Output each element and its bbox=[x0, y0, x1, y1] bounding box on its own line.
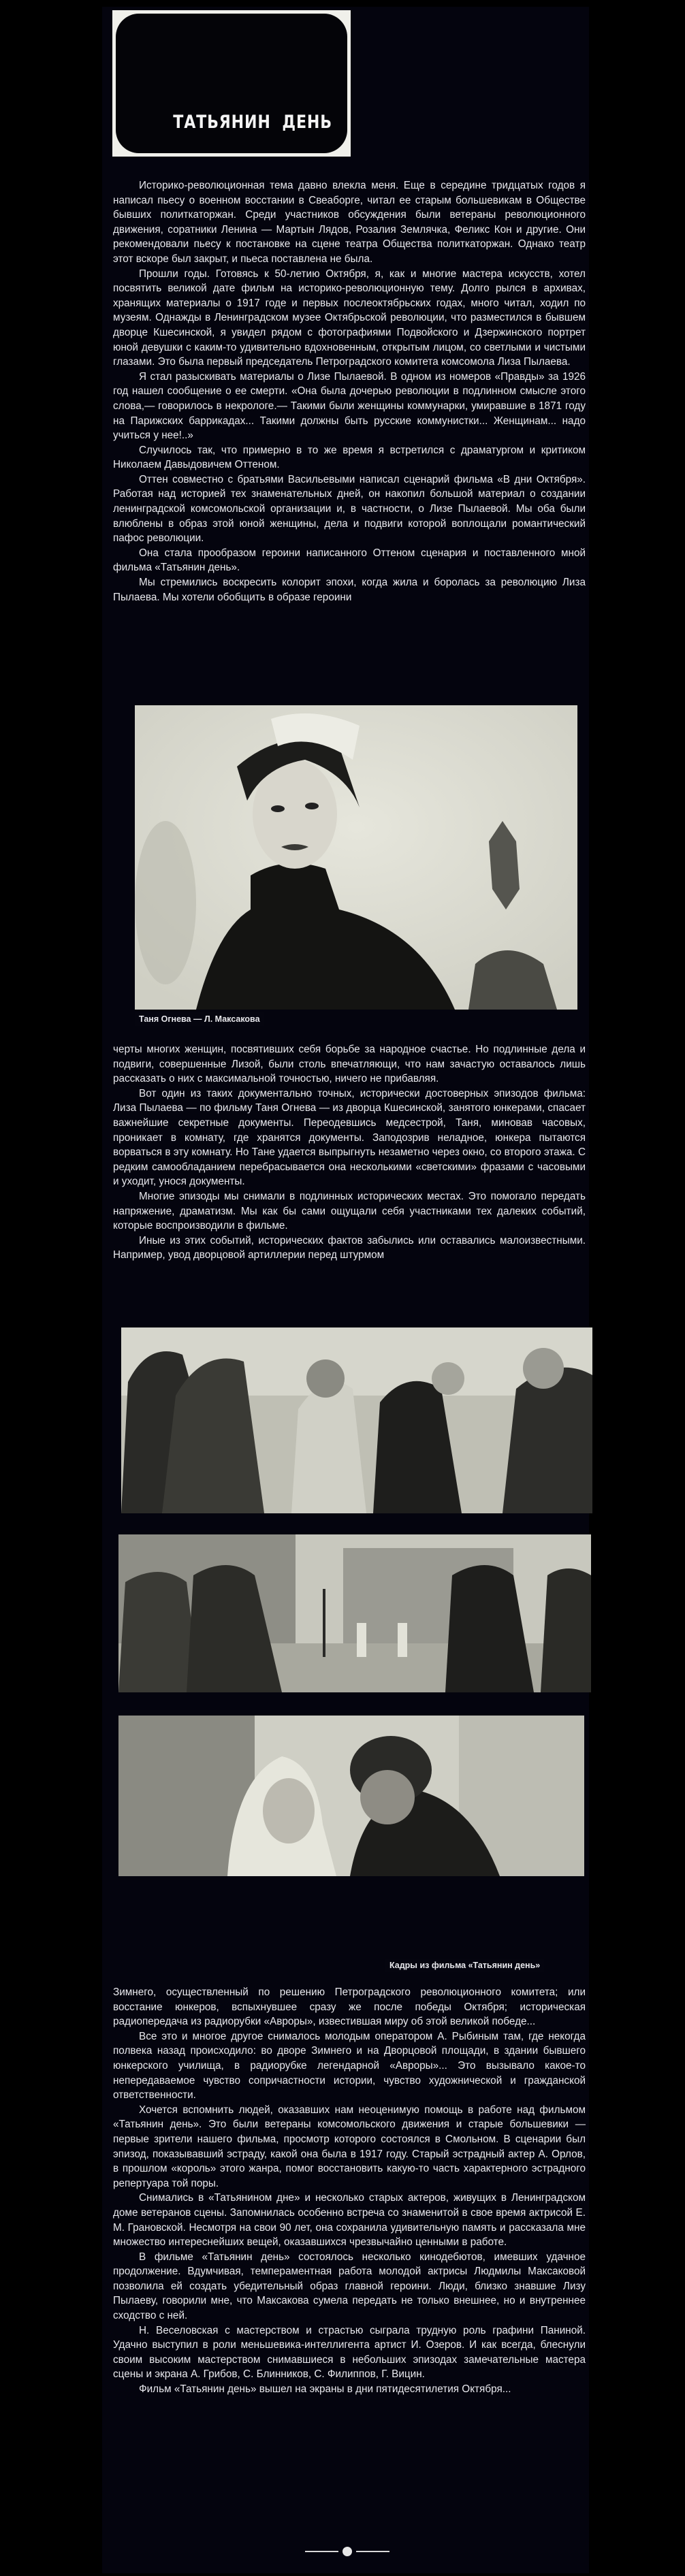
article-title: ТАТЬЯНИН ДЕНЬ bbox=[173, 112, 332, 133]
footer-rule-right bbox=[356, 2551, 389, 2552]
film-still-street-scene bbox=[118, 1534, 591, 1692]
paragraph: Прошли годы. Готовясь к 50-летию Октября, я, как и многие мастера искусств, хотел посвятить великой дате фильм на историко-революционную тему. Долго рылся в архивах, хранящих материалы о 1917 годе и первых послеоктябрьских годах, много читал, ходил по музеям. Однажды в Ленинградском музее Октябрьской революции, что разместился в бывшем дворце Кшесинской, я увидел рядом с фотографиями Подвойского и Дзержинского портрет юной девушки с каким-то удивительно вдохновенным, открытым лицом, со светлыми и чистыми глазами. Это была первый председатель Петроградского комитета комсомола Лиза Пылаева. bbox=[113, 268, 586, 368]
paragraph: В фильме «Татьянин день» состоялось несколько кинодебютов, имевших удачное продолжение. Вдумчивая, темпераментная работа молодой актрисы Людмилы Максаковой позволила ей создать убедительный образ главной героини. Люди, близко знавшие Лизу Пылаеву, говорили мне, что Максакова сумела передать не только внешнее, но и внутреннее сходство с ней. bbox=[113, 2251, 586, 2322]
paragraph: Зимнего, осуществленный по решению Петроградского революционного комитета; или восстание юнкеров, вспыхнувшее сразу же после победы Октября; историческая радиопередача из радиорубки «Авроры», известившая миру об этой великой победе... bbox=[113, 1986, 586, 2028]
paragraph: Иные из этих событий, исторических фактов забылись или оставались малоизвестными. Например, увод дворцовой артиллерии перед штурмом bbox=[113, 1234, 586, 1261]
paragraph: Снимались в «Татьянином дне» и несколько старых актеров, живущих в Ленинградском доме ветеранов сцены. Запомнилась особенно встреча со знаменитой в свое время актрисой Е. М. Грановской. Несмотря на свои 90 лет, она сохранила удивительную память и рассказала мне множество интереснейших вещей, оказавшихся чрезвычайно ценными в работе. bbox=[113, 2192, 586, 2249]
paragraph: Оттен совместно с братьями Васильевыми написал сценарий фильма «В дни Октября». Работая над историей тех знаменательных дней, он накопил большой материал о создании ленинградской комсомольской организации и, в частности, о Лизе Пылаевой. Мы оба были влюблены в образ этой юной женщины, дела и подвиги которой воплощали романтический пафос революции. bbox=[113, 473, 586, 545]
paragraph: Н. Веселовская с мастерством и страстью сыграла трудную роль графини Паниной. Удачно выступил в роли меньшевика-интеллигента артист И. Озеров. И как всегда, блеснули своим высоким мастерством снимавшиеся в небольших эпизодах замечательные мастера сцены и экрана А. Грибов, С. Блинников, С. Филиппов, Г. Вицин. bbox=[113, 2324, 586, 2381]
final-text bbox=[113, 1985, 586, 2397]
film-still-woman-in-headscarf bbox=[118, 1716, 584, 1876]
paragraph: Я стал разыскивать материалы о Лизе Пылаевой. В одном из номеров «Правды» за 1926 год нашел сообщение о ее смерти. «Она была дочерью революции в подлинном смысле этого слова,— говорилось в некрологе.— Такими были женщины коммунарки, умиравшие в 1871 году на Парижских баррикадах... Такими должны быть русские коммунистки... Женщинам... надо учиться у нее!..» bbox=[113, 370, 586, 442]
paragraph: черты многих женщин, посвятивших себя борьбе за народное счастье. Но подлинные дела и подвиги, совершенные Лизой, были столь впечатляющи, что нам зачастую оставалось лишь рассказать о них с максимальной точностью, ничего не прибавляя. bbox=[113, 1044, 586, 1085]
footer-dot-ornament bbox=[342, 2547, 352, 2556]
portrait-caption: Таня Огнева — Л. Максакова bbox=[135, 1012, 264, 1026]
title-screen bbox=[116, 14, 347, 153]
middle-text bbox=[113, 1042, 586, 1263]
portrait-photo bbox=[135, 705, 577, 1010]
film-still-group-scene bbox=[121, 1327, 592, 1513]
paragraph: Хочется вспомнить людей, оказавших нам неоценимую помощь в работе над фильмом «Татьянин день». Это были ветераны комсомольского движения и старые большевики — первые зрители нашего фильма, просмотр которого состоялся в Смольном. В сценарии был эпизод, показывавший эстраду, какой она была в 1917 году. Старый эстрадный актер А. Орлов, в прошлом «король» этого жанра, помог восстановить какую-то часть характерного эстрадного репертуара той поры. bbox=[113, 2104, 586, 2189]
paragraph: Она стала прообразом героини написанного Оттеном сценария и поставленного мной фильма «Татьянин день». bbox=[113, 547, 586, 574]
paragraph: Случилось так, что примерно в то же время я встретился с драматургом и критиком Николаем Давыдовичем Оттеном. bbox=[113, 444, 586, 471]
paragraph: Мы стремились воскресить колорит эпохи, когда жила и боролась за революцию Лиза Пылаева. Мы хотели обобщить в образе героини bbox=[113, 577, 586, 603]
paragraph: Вот один из таких документально точных, исторически достоверных эпизодов фильма: Лиза Пылаева — по фильму Таня Огнева — из дворца Кшесинской, занятого юнкерами, спасает важнейшие секретные документы. Переодевшись медсестрой, Таня, миновав часовых, проникает в комнату, где хранятся документы. Заподозрив неладное, юнкера пытаются ворваться в эту комнату. Но Тане удается выпрыгнуть незаметно через окно, со второго этажа. С редким самообладанием перебрасывается она несколькими «светскими» фразами с часовыми и уходит, унося документы. bbox=[113, 1087, 586, 1188]
title-frame bbox=[112, 10, 351, 157]
paragraph: Историко-революционная тема давно влекла меня. Еще в середине тридцатых годов я написал пьесу о военном восстании в Свеаборге, читал ее старым большевикам в Обществе бывших политкаторжан. Среди участников обсуждения были ветераны революционного движения, соратники Ленина — Мартын Лядов, Розалия Землячка, Феликс Кон и другие. Они рекомендовали пьесу к постановке на сцене театра Общества политкаторжан. Однако театр этот вскоре был закрыт, и пьеса поставлена не была. bbox=[113, 180, 586, 265]
stills-caption: Кадры из фильма «Татьянин день» bbox=[385, 1959, 544, 1972]
paragraph: Фильм «Татьянин день» вышел на экраны в дни пятидесятилетия Октября... bbox=[139, 2383, 511, 2396]
paragraph: Многие эпизоды мы снимали в подлинных исторических местах. Это помогало передать напряжение, драматизм. Мы как бы сами ощущали себя участниками тех далеких событий, которые воспроизводили в фильме. bbox=[113, 1190, 586, 1232]
paragraph: Все это и многое другое снималось молодым оператором А. Рыбиным там, где некогда полвека назад происходило: во дворе Зимнего и на Дворцовой площади, в здании бывшего юнкерского училища, в радиорубке легендарной «Авроры»... Это вызывало какое-то непередаваемое чувство сопричастности истории, чувство художнической и гражданской ответственности. bbox=[113, 2030, 586, 2102]
footer-rule-left bbox=[305, 2551, 338, 2552]
intro-text bbox=[113, 178, 586, 605]
